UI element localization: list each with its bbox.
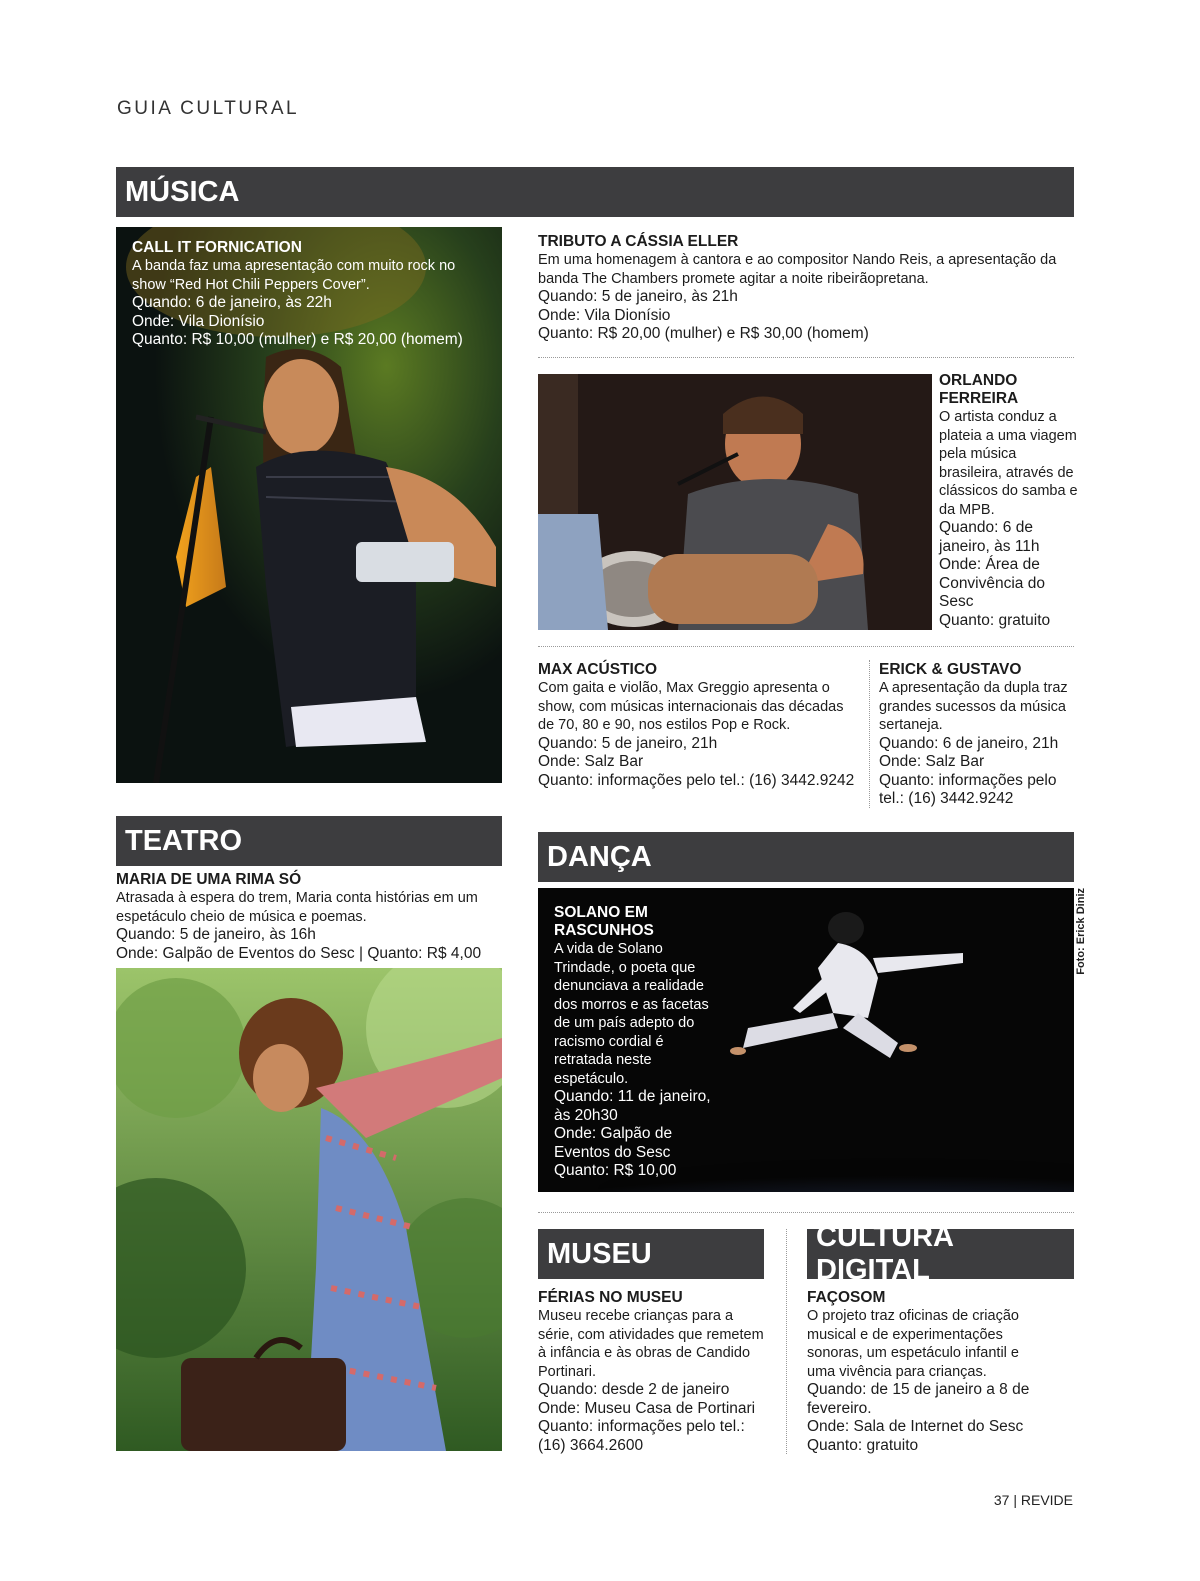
section-heading-danca-label: DANÇA	[547, 840, 652, 873]
erick-quanto: Quanto: informações pelo tel.: (16) 3442.9242	[879, 771, 1057, 807]
maria-desc: Atrasada à espera do trem, Maria conta histórias em um espetáculo cheio de música e poemas.	[116, 890, 478, 925]
photo-call-it-fornication	[116, 227, 502, 783]
orlando-desc: O artista conduz a plateia a uma viagem pela música brasileira, através de clássicos do samba e da MPB.	[939, 409, 1078, 518]
facosom-onde: Onde: Sala de Internet do Sesc	[807, 1418, 1024, 1435]
ferias-title: FÉRIAS NO MUSEU	[538, 1289, 683, 1306]
tributo-onde: Onde: Vila Dionísio	[538, 306, 671, 324]
tributo-quanto: Quanto: R$ 20,00 (mulher) e R$ 30,00 (homem)	[538, 325, 869, 342]
event-orlando-ferreira	[939, 372, 1079, 630]
maria-title: MARIA DE UMA RIMA SÓ	[116, 871, 302, 888]
facosom-title: FAÇOSOM	[807, 1289, 886, 1306]
orlando-onde: Onde: Área de Convivência do Sesc	[939, 556, 1045, 610]
max-desc: Com gaita e violão, Max Greggio apresenta o show, com músicas internacionais das décadas de 70, 80 e 90, nos estilos Pop e Rock.	[538, 680, 844, 733]
section-heading-museu	[538, 1229, 764, 1279]
call-it-title: CALL IT FORNICATION	[132, 239, 302, 256]
maria-onde-quanto: Onde: Galpão de Eventos do Sesc | Quanto: R$ 4,00	[116, 944, 482, 962]
max-title: MAX ACÚSTICO	[538, 661, 658, 678]
tributo-desc: Em uma homenagem à cantora e ao compositor Nando Reis, a apresentação da banda The Chambers promete agitar a noite ribeirãopretana.	[538, 252, 1057, 287]
facosom-quanto: Quanto: gratuito	[807, 1436, 919, 1454]
solano-title: SOLANO EM RASCUNHOS	[554, 904, 654, 939]
event-facosom	[807, 1289, 1043, 1455]
column-divider	[786, 1229, 787, 1454]
orlando-quando: Quando: 6 de janeiro, às 11h	[939, 519, 1040, 555]
solano-quando: Quando: 11 de janeiro, às 20h30	[554, 1088, 711, 1124]
section-heading-teatro	[116, 816, 502, 866]
magazine-name: REVIDE	[1020, 1492, 1073, 1508]
section-heading-musica	[116, 167, 1074, 217]
event-erick-gustavo	[879, 661, 1077, 809]
folio-separator: |	[1013, 1492, 1017, 1508]
section-heading-musica-label: MÚSICA	[125, 175, 240, 208]
tributo-title: TRIBUTO A CÁSSIA ELLER	[538, 233, 739, 250]
facosom-desc: O projeto traz oficinas de criação musical e de experimentações sonoras, um espetáculo infantil e uma vivência para crianças.	[807, 1308, 1019, 1380]
photo-solano-em-rascunhos	[538, 888, 1074, 1192]
solano-desc: A vida de Solano Trindade, o poeta que denunciava a realidade dos morros e as facetas de um país adepto do racismo cordial é retratada neste espetáculo.	[554, 941, 709, 1087]
orlando-title: ORLANDO FERREIRA	[939, 372, 1019, 407]
actress-photo-art	[116, 968, 502, 1451]
page-folio	[994, 1492, 1073, 1508]
percussionist-photo-art	[538, 374, 932, 630]
call-it-quando: Quando: 6 de janeiro, às 22h	[132, 294, 332, 311]
divider	[538, 357, 1074, 358]
solano-quanto: Quanto: R$ 10,00	[554, 1162, 677, 1179]
section-heading-cultura-digital-label: CULTURA DIGITAL	[816, 1221, 953, 1286]
ferias-onde: Onde: Museu Casa de Portinari	[538, 1399, 756, 1417]
max-quando: Quando: 5 de janeiro, 21h	[538, 734, 718, 752]
call-it-quanto: Quanto: R$ 10,00 (mulher) e R$ 20,00 (homem)	[132, 331, 463, 348]
event-max-acustico	[538, 661, 862, 790]
tributo-quando: Quando: 5 de janeiro, às 21h	[538, 288, 738, 305]
event-maria-de-uma-rima-so	[116, 871, 508, 963]
photo-orlando-ferreira	[538, 374, 932, 630]
ferias-desc: Museu recebe crianças para a série, com atividades que remetem à infância e às obras de Candido Portinari.	[538, 1308, 764, 1380]
section-heading-danca	[538, 832, 1074, 882]
divider	[538, 646, 1074, 647]
maria-quando: Quando: 5 de janeiro, às 16h	[116, 926, 316, 943]
solano-onde: Onde: Galpão de Eventos do Sesc	[554, 1125, 673, 1161]
erick-desc: A apresentação da dupla traz grandes sucessos da música sertaneja.	[879, 680, 1068, 733]
ferias-quando: Quando: desde 2 de janeiro	[538, 1381, 730, 1398]
call-it-onde: Onde: Vila Dionísio	[132, 312, 265, 330]
call-it-desc: A banda faz uma apresentação com muito rock no show “Red Hot Chili Peppers Cover”.	[132, 258, 456, 293]
page-number: 37	[993, 1492, 1010, 1508]
event-ferias-no-museu	[538, 1289, 770, 1455]
ferias-quanto: Quanto: informações pelo tel.: (16) 3664.2600	[538, 1418, 745, 1454]
erick-onde: Onde: Salz Bar	[879, 753, 985, 770]
max-quanto: Quanto: informações pelo tel.: (16) 3442.9242	[538, 771, 855, 789]
event-tributo-cassia-eller	[538, 233, 1074, 344]
erick-quando: Quando: 6 de janeiro, 21h	[879, 734, 1059, 752]
section-heading-cultura-digital	[807, 1221, 1074, 1286]
column-divider	[869, 660, 870, 808]
section-heading-teatro-label: TEATRO	[125, 824, 243, 857]
max-onde: Onde: Salz Bar	[538, 753, 644, 770]
photo-credit: Foto: Erick Diniz	[1075, 888, 1087, 975]
photo-maria	[116, 968, 502, 1451]
orlando-quanto: Quanto: gratuito	[939, 611, 1051, 629]
facosom-quando: Quando: de 15 de janeiro a 8 de fevereiro.	[807, 1381, 1030, 1417]
erick-title: ERICK & GUSTAVO	[879, 661, 1022, 678]
running-head: GUIA CULTURAL	[117, 98, 300, 119]
section-heading-museu-label: MUSEU	[547, 1237, 652, 1270]
divider	[538, 1212, 1074, 1213]
